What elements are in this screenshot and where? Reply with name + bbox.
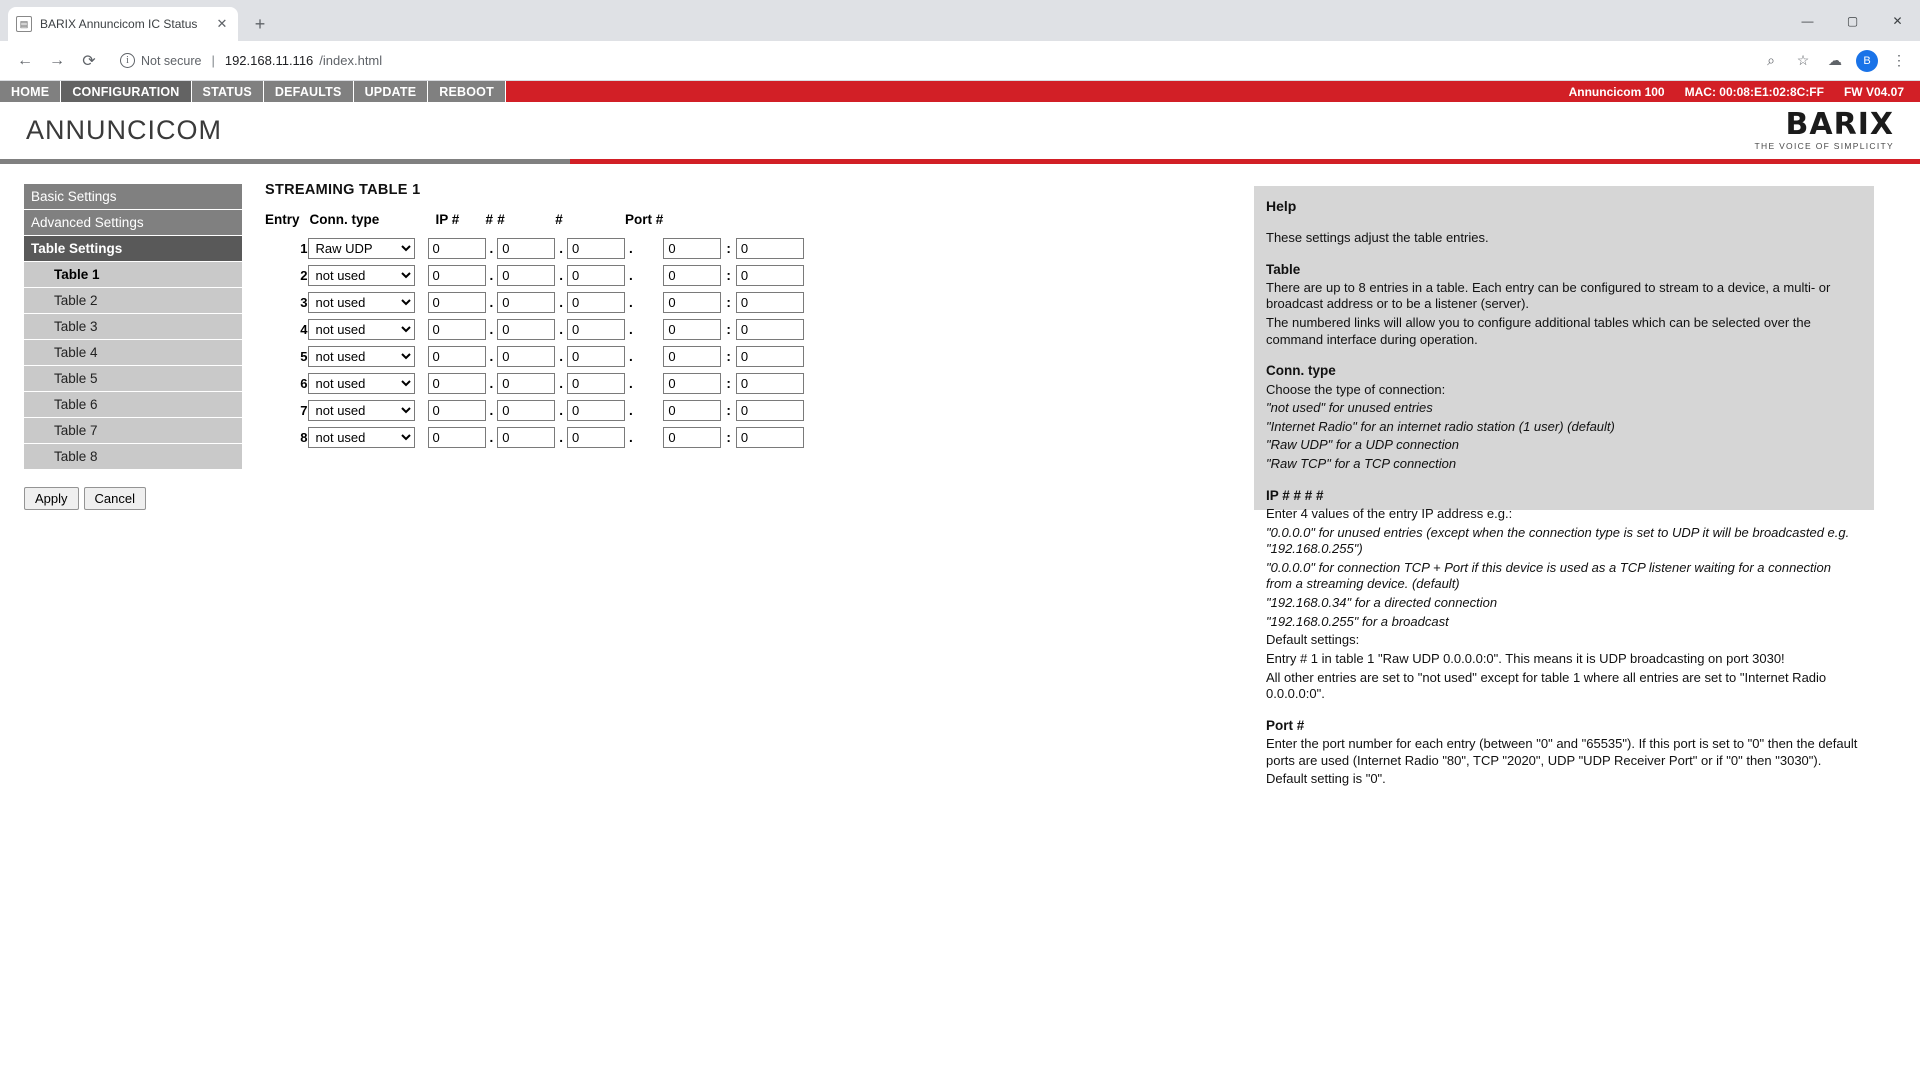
ip-octet-8-1[interactable] (428, 427, 486, 448)
header-port-spacer (567, 212, 625, 235)
help-text: Default setting is "0". (1266, 771, 1386, 787)
ip-dot: . (559, 349, 564, 364)
page-body (0, 164, 1920, 787)
entry-number: 4 (300, 322, 308, 337)
sidebar-item-advanced-settings[interactable]: Advanced Settings (24, 210, 242, 235)
table-header-row (265, 212, 804, 235)
help-text: Entry # 1 in table 1 "Raw UDP 0.0.0.0:0". This means it is UDP broadcasting on port 3030! (1266, 650, 1785, 666)
avatar[interactable]: B (1856, 50, 1878, 72)
help-heading-port: Port # (1266, 717, 1305, 733)
help-text: "0.0.0.0" for unused entries (except when the connection type is set to UDP it will be broadcasted e.g. "192.168.0.255") (1266, 524, 1850, 557)
logo-tagline: THE VOICE OF SIMPLICITY (1754, 141, 1894, 152)
port-colon: : (726, 322, 731, 337)
sidebar-item-table-4[interactable]: Table 4 (24, 340, 242, 365)
help-text: Enter the port number for each entry (between "0" and "65535"). If this port is set to "0" then the default ports are used (Internet Radio "80", TCP "2020", UDP "UDP Receiver Port" or if "0" then "3030"). (1266, 736, 1858, 768)
top-nav-items (0, 81, 506, 102)
help-text: The numbered links will allow you to configure additional tables which can be selected over the command interface during operation. (1266, 315, 1811, 347)
new-tab-button[interactable]: + (254, 13, 266, 34)
streaming-table-title: STREAMING TABLE 1 (265, 182, 421, 198)
header-ip: IP # (435, 212, 460, 227)
table-row (265, 262, 804, 289)
port-input-4[interactable] (736, 319, 804, 340)
help-panel (1254, 186, 1874, 787)
ip-octet-8-3[interactable] (567, 427, 625, 448)
help-text: There are up to 8 entries in a table. Each entry can be configured to stream to a device, a multi- or broadcast address or to be a listener (server). (1266, 279, 1831, 312)
address-bar[interactable] (112, 47, 1750, 75)
entry-number: 3 (300, 295, 308, 310)
device-mac: MAC: 00:08:E1:02:8C:FF (1684, 84, 1824, 99)
ip-octet-2-3[interactable] (567, 265, 625, 286)
minimize-icon[interactable]: — (1801, 13, 1814, 28)
ip-dot: . (629, 403, 633, 418)
url-path: /index.html (319, 53, 383, 68)
header-ip-2: # (485, 212, 494, 227)
tab-title: BARIX Annuncicom IC Status (40, 17, 198, 31)
ip-octet-7-1[interactable] (428, 400, 486, 421)
ip-octet-1-4[interactable] (663, 238, 721, 259)
help-heading-table: Table (1266, 261, 1301, 277)
ip-dot: . (489, 430, 494, 445)
header-ip-3: # (497, 212, 505, 227)
port-colon: : (726, 430, 731, 445)
sidebar-item-table-1[interactable]: Table 1 (24, 262, 242, 287)
help-heading-conn-type: Conn. type (1266, 363, 1336, 379)
ip-dot: . (559, 322, 564, 337)
ip-octet-3-3[interactable] (567, 292, 625, 313)
ip-octet-6-2[interactable] (497, 373, 555, 394)
device-firmware: FW V04.07 (1843, 84, 1904, 99)
nav-spacer (506, 81, 1569, 102)
help-text: "0.0.0.0" for connection TCP + Port if this device is used as a TCP listener waiting for a connection from a streaming device. (default) (1266, 559, 1832, 592)
table-row (265, 397, 804, 424)
table-row (265, 424, 804, 451)
table-row (265, 289, 804, 316)
url-host: 192.168.11.116 (224, 53, 314, 68)
ip-octet-7-3[interactable] (567, 400, 625, 421)
window-controls (1785, 0, 1920, 41)
ip-dot: . (559, 241, 564, 256)
table-row (265, 343, 804, 370)
sidebar-item-table-settings[interactable]: Table Settings (24, 236, 242, 261)
browser-toolbar (0, 41, 1920, 81)
conn-type-select-5[interactable] (308, 346, 415, 367)
port-input-8[interactable] (736, 427, 804, 448)
toolbar-actions (1752, 50, 1910, 72)
port-colon: : (726, 403, 731, 418)
ip-octet-1-1[interactable] (428, 238, 486, 259)
device-page (0, 81, 1920, 1080)
conn-type-select-2[interactable] (308, 265, 415, 286)
ip-octet-2-4[interactable] (663, 265, 721, 286)
entry-number: 1 (300, 241, 308, 256)
port-input-5[interactable] (736, 346, 804, 367)
help-text: "Raw TCP" for a TCP connection (1266, 456, 1457, 472)
conn-type-select-4[interactable] (308, 319, 415, 340)
ip-dot: . (629, 376, 633, 391)
ip-octet-6-4[interactable] (663, 373, 721, 394)
ip-dot: . (559, 295, 564, 310)
ip-dot: . (559, 376, 564, 391)
help-text: Choose the type of connection: (1266, 381, 1446, 397)
entry-number: 7 (300, 403, 308, 418)
help-text: "Internet Radio" for an internet radio station (1 user) (default) (1266, 418, 1615, 434)
table-row (265, 235, 804, 262)
entry-number: 2 (300, 268, 308, 283)
ip-octet-3-4[interactable] (663, 292, 721, 313)
ip-octet-5-1[interactable] (428, 346, 486, 367)
help-text: "192.168.0.255" for a broadcast (1266, 613, 1449, 629)
nav-defaults[interactable]: DEFAULTS (264, 81, 354, 102)
ip-octet-6-1[interactable] (428, 373, 486, 394)
security-status: Not secure (141, 53, 202, 68)
back-icon[interactable]: ← (17, 51, 33, 69)
device-info (1569, 81, 1920, 102)
ip-octet-7-4[interactable] (663, 400, 721, 421)
help-heading-ip: IP # # # # (1266, 487, 1324, 503)
page-icon: ▤ (16, 16, 32, 32)
ip-dot: . (489, 376, 494, 391)
sidebar-item-table-8[interactable]: Table 8 (24, 444, 242, 469)
port-colon: : (726, 295, 731, 310)
ip-octet-8-4[interactable] (663, 427, 721, 448)
ip-dot: . (559, 268, 564, 283)
port-input-1[interactable] (736, 238, 804, 259)
sidebar-item-table-3[interactable]: Table 3 (24, 314, 242, 339)
browser-menu-icon[interactable]: ⋮ (1892, 52, 1906, 68)
port-colon: : (726, 241, 731, 256)
browser-chrome (0, 0, 1920, 81)
port-input-2[interactable] (736, 265, 804, 286)
help-text: "Raw UDP" for a UDP connection (1266, 437, 1459, 453)
header-port: Port # (625, 212, 664, 227)
ip-dot: . (629, 241, 633, 256)
streaming-table-body (265, 235, 804, 451)
entry-number: 6 (300, 376, 308, 391)
cancel-button[interactable]: Cancel (84, 487, 146, 510)
ip-dot: . (489, 295, 494, 310)
ip-dot: . (559, 403, 564, 418)
port-colon: : (726, 349, 731, 364)
ip-octet-5-3[interactable] (567, 346, 625, 367)
device-name: Annuncicom 100 (1568, 84, 1665, 99)
help-text: "192.168.0.34" for a directed connection (1266, 595, 1498, 611)
help-text: All other entries are set to "not used" except for table 1 where all entries are set to "Internet Radio 0.0.0.0:0". (1266, 669, 1827, 702)
ip-dot: . (559, 430, 564, 445)
ip-octet-5-2[interactable] (497, 346, 555, 367)
ip-octet-6-3[interactable] (567, 373, 625, 394)
sidebar-item-table-7[interactable]: Table 7 (24, 418, 242, 443)
zoom-icon[interactable]: ⌕ (1767, 52, 1775, 68)
ip-octet-3-1[interactable] (428, 292, 486, 313)
entry-number: 8 (300, 430, 308, 445)
logo-name: BARIX (1785, 107, 1894, 143)
bookmark-star-icon[interactable]: ☆ (1796, 52, 1810, 68)
ip-dot: . (489, 241, 494, 256)
conn-type-select-3[interactable] (308, 292, 415, 313)
ip-dot: . (629, 349, 633, 364)
page-title: ANNUNCICOM (26, 115, 222, 145)
conn-type-select-1[interactable] (308, 238, 415, 259)
ip-dot: . (489, 403, 494, 418)
port-input-3[interactable] (736, 292, 804, 313)
help-text: Enter 4 values of the entry IP address e.g.: (1266, 505, 1513, 521)
forward-icon[interactable]: → (49, 51, 65, 69)
ip-octet-4-3[interactable] (567, 319, 625, 340)
ip-dot: . (629, 295, 633, 310)
nav-home[interactable]: HOME (0, 81, 61, 102)
sidebar-item-table-5[interactable]: Table 5 (24, 366, 242, 391)
header-conn-type: Conn. type (309, 212, 380, 227)
device-top-nav (0, 81, 1920, 102)
conn-type-select-7[interactable] (308, 400, 415, 421)
port-input-6[interactable] (736, 373, 804, 394)
url-separator: | (211, 53, 215, 68)
table-row (265, 316, 804, 343)
conn-type-select-6[interactable] (308, 373, 415, 394)
ip-dot: . (629, 268, 633, 283)
ip-octet-4-2[interactable] (497, 319, 555, 340)
ip-octet-2-2[interactable] (497, 265, 555, 286)
table-row (265, 370, 804, 397)
sidebar-item-basic-settings[interactable]: Basic Settings (24, 184, 242, 209)
port-colon: : (726, 376, 731, 391)
nav-status[interactable]: STATUS (192, 81, 264, 102)
streaming-table (265, 212, 804, 451)
info-icon[interactable]: i (120, 53, 135, 68)
header-ip-4: # (555, 212, 563, 227)
ip-dot: . (489, 349, 494, 364)
barix-logo (1754, 107, 1894, 152)
ip-octet-7-2[interactable] (497, 400, 555, 421)
ip-octet-3-2[interactable] (497, 292, 555, 313)
entry-number: 5 (300, 349, 308, 364)
help-text: "not used" for unused entries (1266, 400, 1433, 416)
nav-configuration[interactable]: CONFIGURATION (61, 81, 191, 102)
ip-dot: . (489, 322, 494, 337)
reload-icon[interactable]: ⟳ (82, 52, 96, 70)
close-icon[interactable]: ✕ (216, 16, 228, 31)
help-intro: These settings adjust the table entries. (1266, 229, 1489, 245)
sidebar (0, 164, 220, 510)
browser-tab[interactable] (8, 7, 238, 41)
form-actions (24, 487, 220, 510)
conn-type-select-8[interactable] (308, 427, 415, 448)
sidebar-item-table-6[interactable]: Table 6 (24, 392, 242, 417)
ip-octet-1-3[interactable] (567, 238, 625, 259)
ip-dot: . (629, 430, 633, 445)
ip-dot: . (629, 322, 633, 337)
ip-octet-4-1[interactable] (428, 319, 486, 340)
port-colon: : (726, 268, 731, 283)
nav-reboot[interactable]: REBOOT (428, 81, 506, 102)
ip-octet-1-2[interactable] (497, 238, 555, 259)
ip-dot: . (489, 268, 494, 283)
ip-octet-5-4[interactable] (663, 346, 721, 367)
ip-octet-2-1[interactable] (428, 265, 486, 286)
page-header (0, 102, 1920, 159)
nav-update[interactable]: UPDATE (354, 81, 429, 102)
header-entry: Entry (265, 212, 300, 227)
port-input-7[interactable] (736, 400, 804, 421)
ip-octet-8-2[interactable] (497, 427, 555, 448)
maximize-icon[interactable]: ▢ (1846, 13, 1859, 28)
sidebar-item-table-2[interactable]: Table 2 (24, 288, 242, 313)
ip-octet-4-4[interactable] (663, 319, 721, 340)
window-close-icon[interactable]: ✕ (1892, 13, 1903, 28)
apply-button[interactable]: Apply (24, 487, 79, 510)
extension-cloud-icon[interactable]: ☁ (1828, 52, 1842, 68)
help-text: Default settings: (1266, 632, 1360, 648)
tab-strip (0, 0, 1920, 41)
help-title: Help (1266, 198, 1297, 214)
